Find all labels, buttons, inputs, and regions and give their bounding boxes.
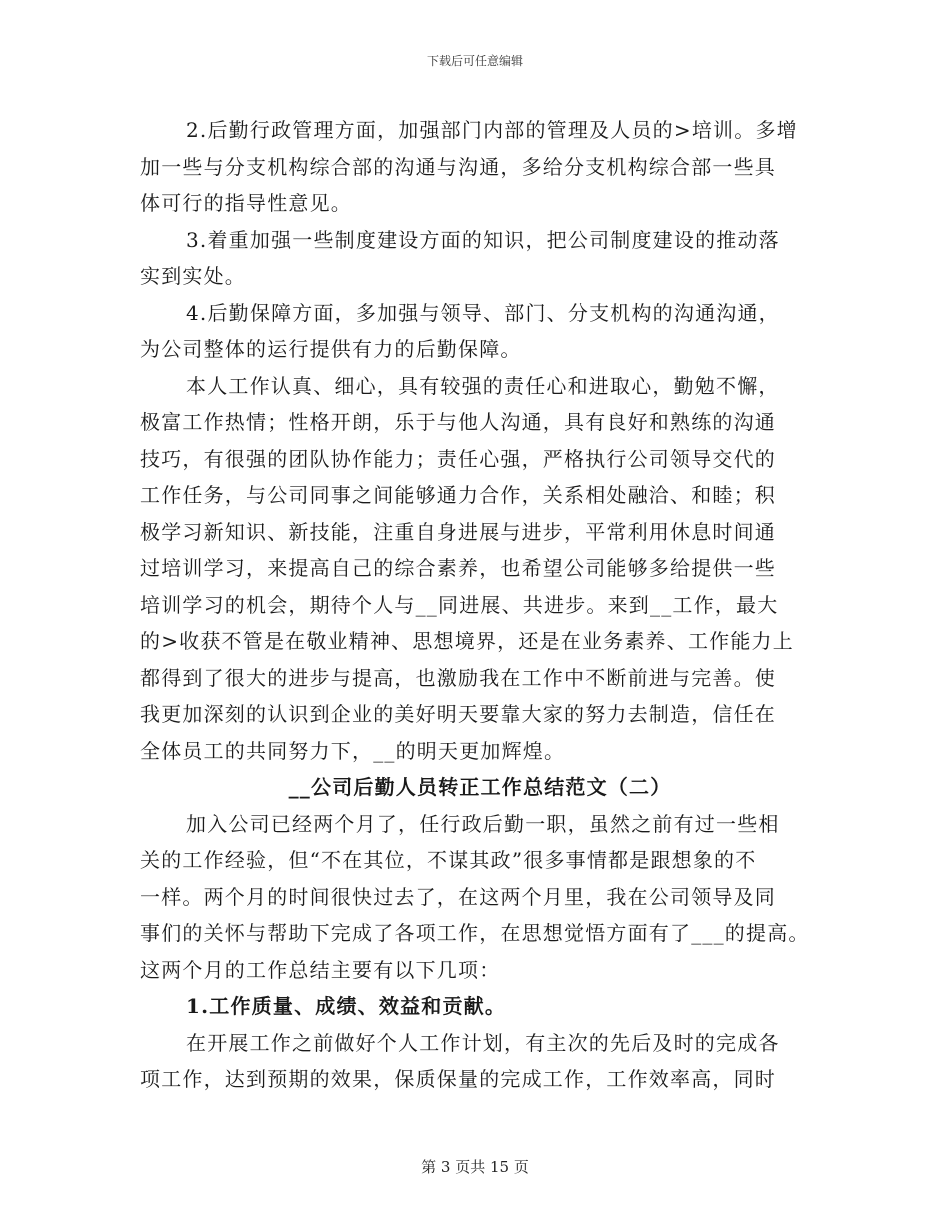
text-line: 2.后勤行政管理方面，加强部门内部的管理及人员的>培训。多增 bbox=[186, 118, 798, 142]
text-line: 这两个月的工作总结主要有以下几项： bbox=[140, 957, 501, 982]
section-heading: __公司后勤人员转正工作总结范文（二） bbox=[288, 775, 672, 799]
page-footer: 第 3 页共 15 页 bbox=[421, 1158, 529, 1176]
text-line: 都得到了很大的进步与提高，也激励我在工作中不断前进与完善。使 bbox=[140, 665, 776, 690]
text-line: 培训学习的机会，期待个人与__同进展、共进步。来到__工作，最大 bbox=[140, 592, 779, 617]
text-line: 我更加深刻的认识到企业的美好明天要靠大家的努力去制造，信任在 bbox=[140, 702, 776, 726]
text-line: 加入公司已经两个月了，任行政后勤一职，虽然之前有过一些相 bbox=[186, 811, 780, 836]
text-line: 技巧，有很强的团队协作能力；责任心强，严格执行公司领导交代的 bbox=[140, 446, 776, 471]
text-line: 全体员工的共同努力下，__的明天更加辉煌。 bbox=[140, 738, 566, 763]
text-line: 4.后勤保障方面，多加强与领导、部门、分支机构的沟通沟通， bbox=[186, 300, 780, 325]
text-line: 极学习新知识、新技能，注重自身进展与进步，平常利用休息时间通 bbox=[140, 519, 776, 544]
text-line: 体可行的指导性意见。 bbox=[140, 191, 352, 215]
page-header: 下载后可任意编辑 bbox=[426, 54, 523, 68]
text-line: 实到实处。 bbox=[140, 264, 246, 288]
text-line: 过培训学习，来提高自己的综合素养，也希望公司能够多给提供一些 bbox=[140, 556, 776, 580]
text-line: 1.工作质量、成绩、效益和贡献。 bbox=[186, 994, 507, 1018]
text-line: 一样。两个月的时间很快过去了，在这两个月里，我在公司领导及同 bbox=[140, 884, 776, 909]
text-line: 关的工作经验，但“不在其位，不谋其政”很多事情都是跟想象的不 bbox=[140, 848, 757, 872]
text-line: 项工作，达到预期的效果，保质保量的完成工作，工作效率高，同时 bbox=[140, 1067, 776, 1091]
text-line: 的>收获不管是在敬业精神、思想境界，还是在业务素养、工作能力上 bbox=[140, 629, 794, 653]
document-body bbox=[140, 112, 820, 1098]
text-line: 本人工作认真、细心，具有较强的责任心和进取心，勤勉不懈， bbox=[186, 373, 780, 398]
text-line: 3.着重加强一些制度建设方面的知识，把公司制度建设的推动落 bbox=[186, 227, 780, 252]
text-line: 在开展工作之前做好个人工作计划，有主次的先后及时的完成各 bbox=[186, 1030, 780, 1055]
text-line: 极富工作热情；性格开朗，乐于与他人沟通，具有良好和熟练的沟通 bbox=[140, 410, 776, 434]
text-line: 事们的关怀与帮助下完成了各项工作，在思想觉悟方面有了___的提高。 bbox=[140, 921, 810, 945]
text-line: 加一些与分支机构综合部的沟通与沟通，多给分支机构综合部一些具 bbox=[140, 154, 776, 179]
text-line: 为公司整体的运行提供有力的后勤保障。 bbox=[140, 337, 522, 361]
text-line: 工作任务，与公司同事之间能够通力合作，关系相处融洽、和睦；积 bbox=[140, 483, 776, 507]
